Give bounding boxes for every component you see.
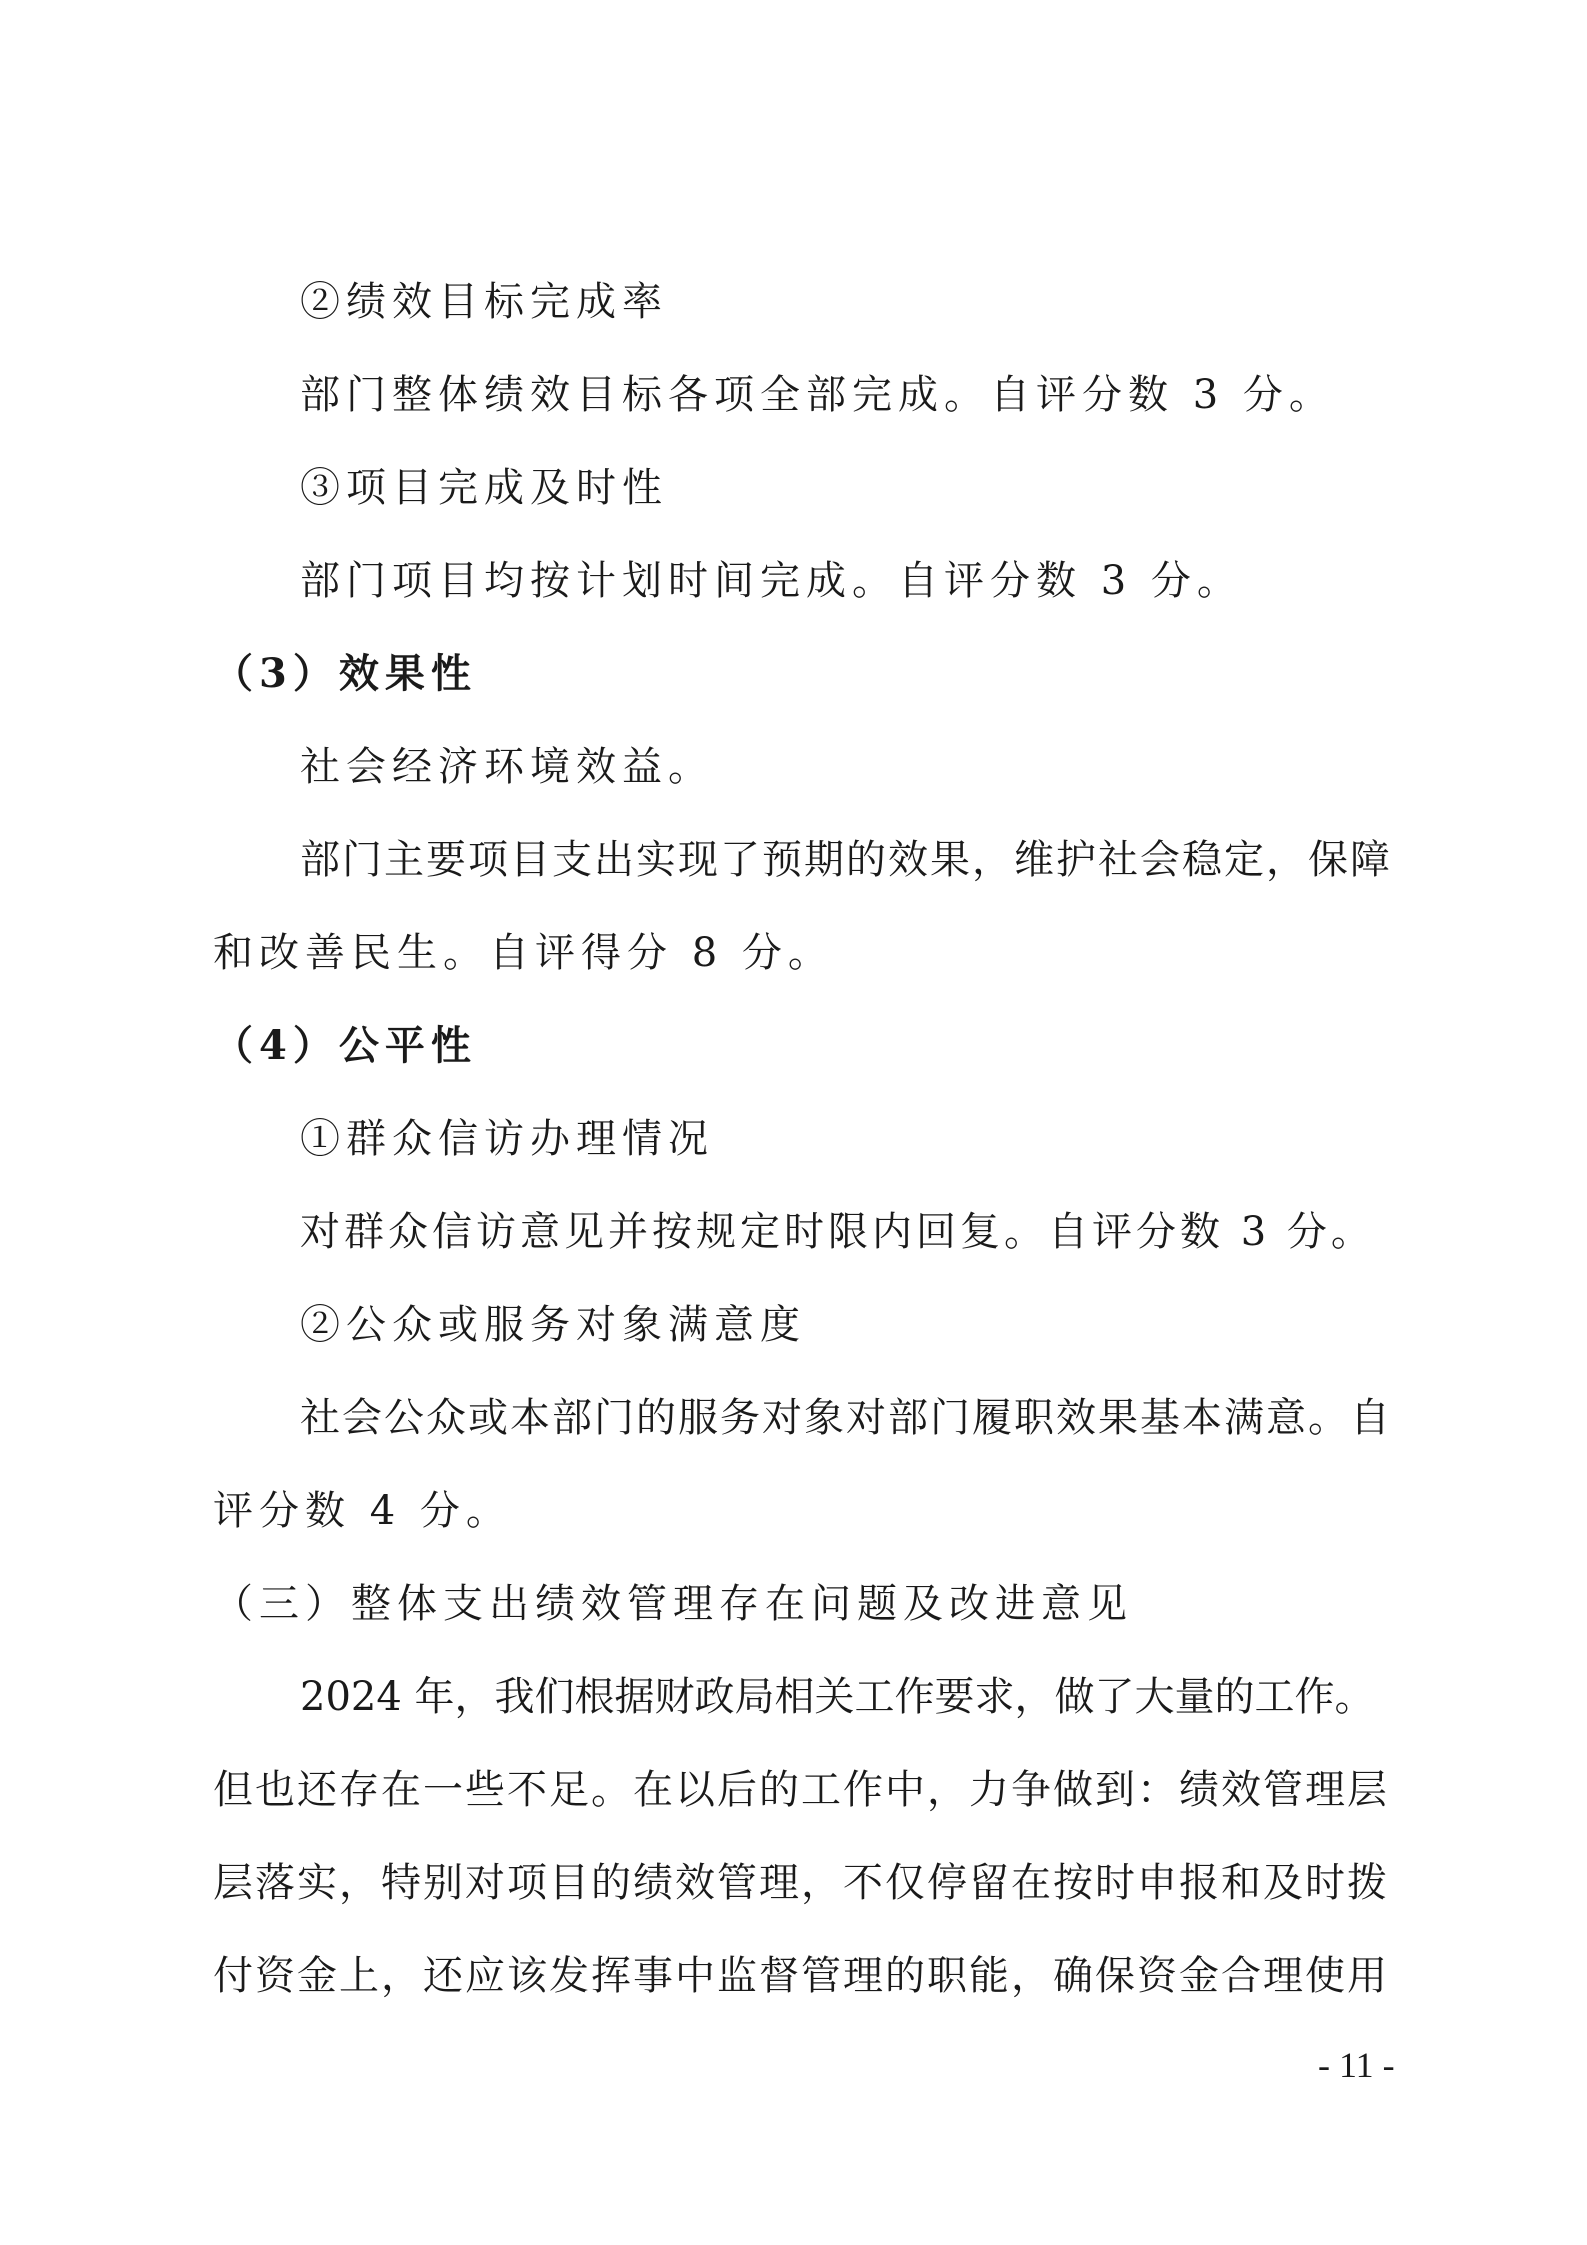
section-effectiveness-heading: （3）效果性	[213, 650, 477, 697]
section-problems-heading: （三）整体支出绩效管理存在问题及改进意见	[213, 1581, 1133, 1627]
paragraph-effect-line-1: 部门主要项目支出实现了预期的效果，维护社会稳定，保障	[300, 837, 1392, 883]
paragraph-problems-line-4: 付资金上，还应该发挥事中监督管理的职能，确保资金合理使用	[213, 1953, 1389, 1999]
item-goal-completion-heading: ②绩效目标完成率	[300, 279, 668, 325]
item-timeliness-heading: ③项目完成及时性	[300, 465, 668, 511]
paragraph-problems-line-1: 2024 年，我们根据财政局相关工作要求，做了大量的工作。	[300, 1674, 1375, 1720]
paragraph-social-benefit: 社会经济环境效益。	[300, 744, 714, 790]
page-number: - 11 -	[1318, 2045, 1395, 2085]
section-fairness-heading: （4）公平性	[213, 1022, 477, 1069]
paragraph-effect-line-2: 和改善民生。自评得分 8 分。	[213, 930, 834, 976]
item-petition-heading: ①群众信访办理情况	[300, 1116, 714, 1162]
paragraph-problems-line-2: 但也还存在一些不足。在以后的工作中，力争做到：绩效管理层	[213, 1767, 1389, 1813]
paragraph-goal-completion: 部门整体绩效目标各项全部完成。自评分数 3 分。	[300, 372, 1335, 418]
paragraph-petition: 对群众信访意见并按规定时限内回复。自评分数 3 分。	[300, 1209, 1375, 1255]
paragraph-satisfaction-line-2: 评分数 4 分。	[213, 1488, 512, 1534]
paragraph-satisfaction-line-1: 社会公众或本部门的服务对象对部门履职效果基本满意。自	[300, 1395, 1392, 1441]
paragraph-problems-line-3: 层落实，特别对项目的绩效管理，不仅停留在按时申报和及时拨	[213, 1860, 1389, 1906]
paragraph-timeliness: 部门项目均按计划时间完成。自评分数 3 分。	[300, 558, 1243, 604]
item-satisfaction-heading: ②公众或服务对象满意度	[300, 1302, 806, 1348]
